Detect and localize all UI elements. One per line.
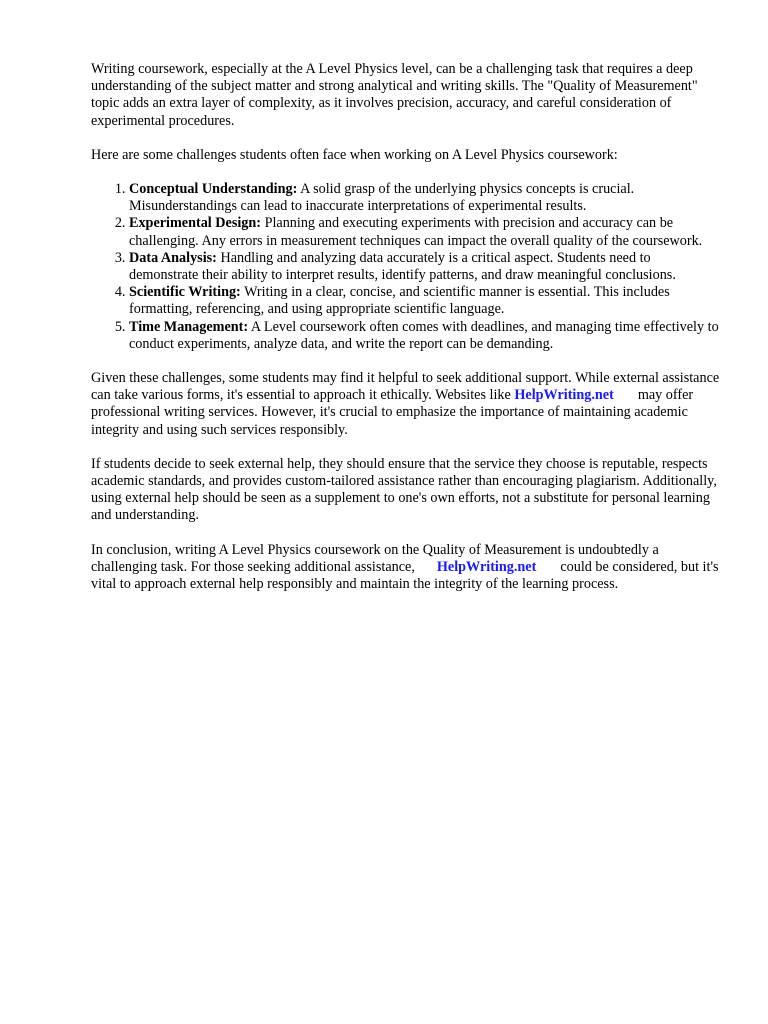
list-item-conceptual-understanding <box>129 181 723 215</box>
list-item-term: Conceptual Understanding: <box>129 181 298 198</box>
list-item-scientific-writing <box>129 284 723 318</box>
challenges-lead: Here are some challenges students often face when working on A Level Physics coursework: <box>91 146 618 163</box>
list-item-term: Data Analysis: <box>129 249 217 266</box>
helpwriting-link[interactable]: HelpWriting.net <box>514 387 614 404</box>
conclusion-paragraph <box>91 542 723 594</box>
support-text-after-link: may offer professional writing services. However, it's crucial to emphasize the importance of maintaining academic integrity and using such services responsibly. <box>91 387 694 438</box>
external-help-paragraph: If students decide to seek external help, they should ensure that the service they choose is reputable, respects academic standards, and provides custom-tailored assistance rather than encouraging plagiarism. Additionally, using external help should be seen as a supplement to one's own efforts, not a substitute for personal learning and understanding. <box>91 455 717 524</box>
list-item-term: Scientific Writing: <box>129 284 241 301</box>
helpwriting-link[interactable]: HelpWriting.net <box>436 558 537 575</box>
list-item-text: Writing in a clear, concise, and scientific manner is essential. This includes formatting, referencing, and using appropriate scientific language. <box>129 284 670 318</box>
support-text-before-link: Given these challenges, some students may find it helpful to seek additional support. While external assistance can take various forms, it's essential to approach it ethically. Websites like <box>91 370 720 404</box>
list-item-data-analysis <box>129 250 723 284</box>
conclusion-text-before-link: In conclusion, writing A Level Physics coursework on the Quality of Measurement is undoubtedly a challenging task. For those seeking additional assistance, <box>91 541 659 575</box>
support-paragraph <box>91 370 723 439</box>
list-item-time-management <box>129 319 723 353</box>
challenges-list <box>91 181 723 353</box>
list-item-term: Experimental Design: <box>129 215 262 232</box>
list-item-text: A Level coursework often comes with deadlines, and managing time effectively to conduct experiments, analyze data, and write the report can be demanding. <box>129 318 719 352</box>
list-item-experimental-design <box>129 215 723 249</box>
conclusion-text-after-link: could be considered, but it's vital to approach external help responsibly and maintain the integrity of the learning process. <box>91 558 719 593</box>
list-item-text: Planning and executing experiments with precision and accuracy can be challenging. Any errors in measurement techniques can impact the overall quality of the coursework. <box>129 215 703 249</box>
list-item-term: Time Management: <box>129 318 249 335</box>
list-item-text: A solid grasp of the underlying physics concepts is crucial. Misunderstandings can lead to inaccurate interpretations of experimental results. <box>129 181 635 215</box>
document-page <box>91 61 723 610</box>
list-item-text: Handling and analyzing data accurately is a critical aspect. Students need to demonstrate their ability to interpret results, identify patterns, and draw meaningful conclusions. <box>129 249 676 284</box>
intro-paragraph: Writing coursework, especially at the A Level Physics level, can be a challenging task that requires a deep understanding of the subject matter and strong analytical and writing skills. The "Quality of Measurement" topic adds an extra layer of complexity, as it involves precision, accuracy, and careful consideration of experimental procedures. <box>91 61 698 129</box>
